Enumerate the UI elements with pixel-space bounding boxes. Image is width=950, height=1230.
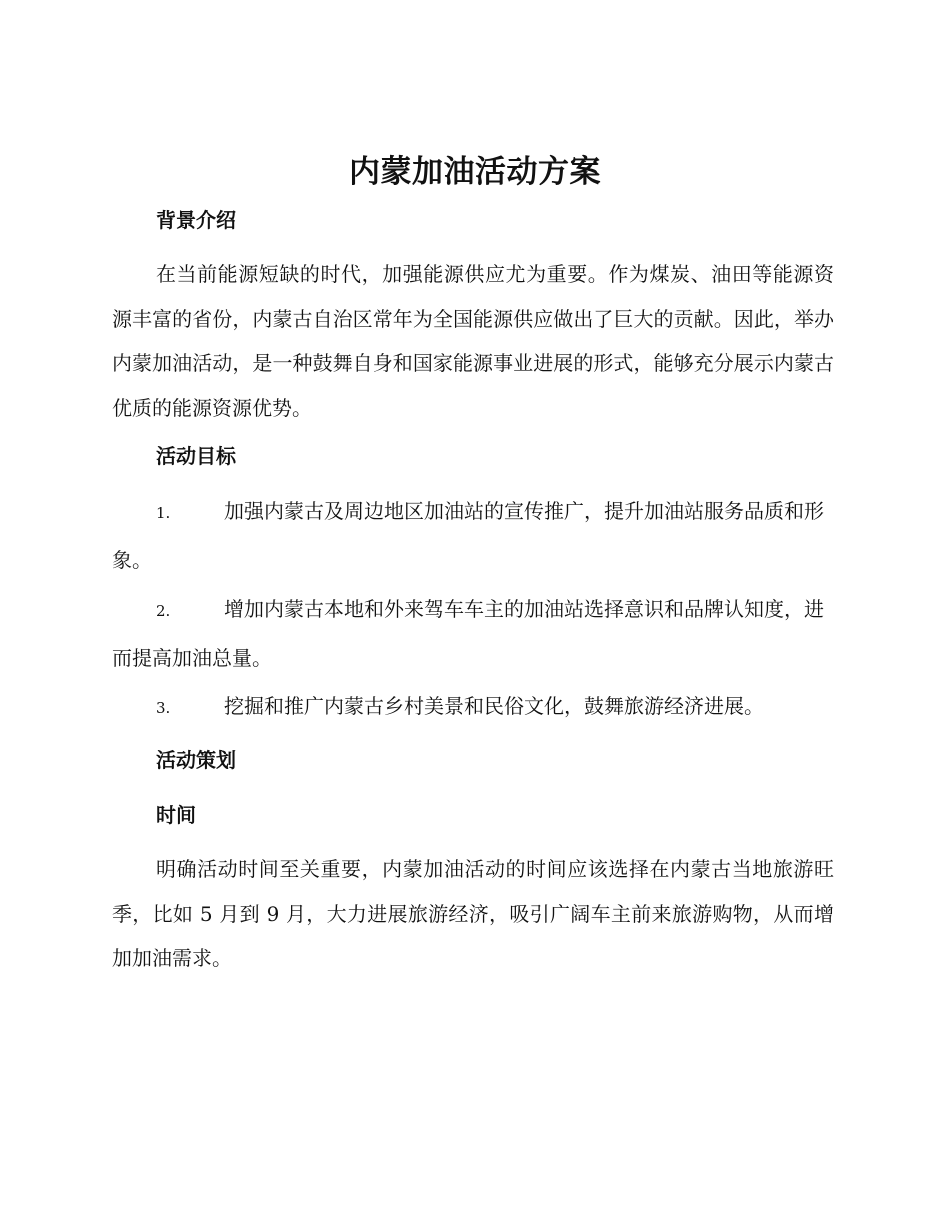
goal-item-text: 加强内蒙古及周边地区加油站的宣传推广，提升加油站服务品质和形象。 [112,499,824,572]
document-title: 内蒙加油活动方案 [349,154,601,190]
heading-goals: 活动目标 [156,444,236,468]
goal-item-3 [112,683,834,732]
goal-item-number: 3. [156,699,171,717]
goal-item-number: 2. [156,602,171,620]
paragraph-time: 明确活动时间至关重要，内蒙加油活动的时间应该选择在内蒙古当地旅游旺季，比如 5 月到 9 月，大力进展旅游经济，吸引广阔车主前来旅游购物，从而增加加油需求。 [112,857,834,970]
goal-item-number: 1. [156,504,171,522]
goal-item-text: 挖掘和推广内蒙古乡村美景和民俗文化，鼓舞旅游经济进展。 [224,694,764,718]
goal-item-2 [112,586,834,682]
heading-planning: 活动策划 [156,748,236,772]
heading-background: 背景介绍 [156,208,236,232]
goal-item-text: 增加内蒙古本地和外来驾车车主的加油站选择意识和品牌认知度，进而提高加油总量。 [112,597,824,670]
paragraph-background: 在当前能源短缺的时代，加强能源供应尤为重要。作为煤炭、油田等能源资源丰富的省份，内蒙古自治区常年为全国能源供应做出了巨大的贡献。因此，举办内蒙加油活动，是一种鼓舞自身和国家能源事业进展的形式，能够充分展示内蒙古优质的能源资源优势。 [112,262,834,420]
goal-item-1 [112,488,834,584]
subheading-time: 时间 [156,803,196,827]
